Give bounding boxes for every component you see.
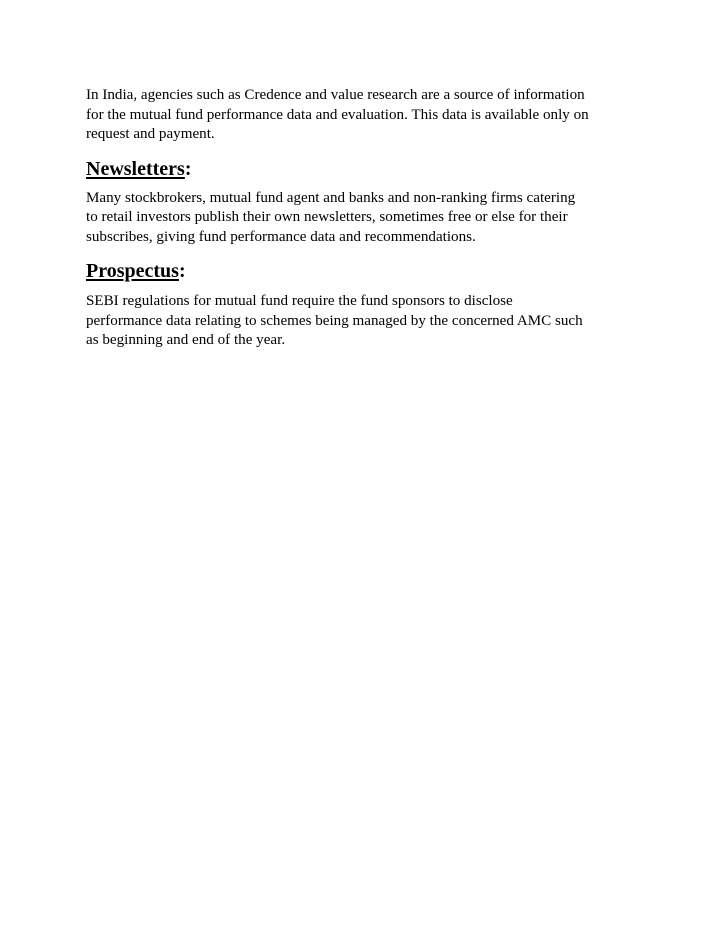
prospectus-heading-text: Prospectus xyxy=(86,260,179,282)
prospectus-paragraph xyxy=(86,292,656,351)
newsletters-heading-colon: : xyxy=(184,157,192,180)
newsletters-line-3: subscribes, giving fund performance data and recommendations. xyxy=(86,228,476,245)
prospectus-heading-colon: : xyxy=(178,260,186,282)
prospectus-heading xyxy=(86,259,656,283)
intro-line-2: for the mutual fund performance data and evaluation. This data is available only on xyxy=(86,106,589,123)
intro-paragraph xyxy=(86,86,656,145)
newsletters-paragraph xyxy=(86,189,656,248)
intro-line-1: In India, agencies such as Credence and value research are a source of information xyxy=(86,87,585,103)
newsletters-line-2: to retail investors publish their own newsletters, sometimes free or else for their xyxy=(86,209,568,225)
document-page xyxy=(86,86,656,351)
prospectus-line-1: SEBI regulations for mutual fund require the fund sponsors to disclose xyxy=(86,293,513,309)
newsletters-heading-text: Newsletters xyxy=(86,157,185,180)
prospectus-line-2: performance data relating to schemes being managed by the concerned AMC such xyxy=(86,312,583,329)
newsletters-line-1: Many stockbrokers, mutual fund agent and banks and non-ranking firms catering xyxy=(86,189,576,206)
prospectus-line-3: as beginning and end of the year. xyxy=(86,332,286,348)
intro-line-3: request and payment. xyxy=(86,126,215,142)
newsletters-heading xyxy=(86,157,656,181)
